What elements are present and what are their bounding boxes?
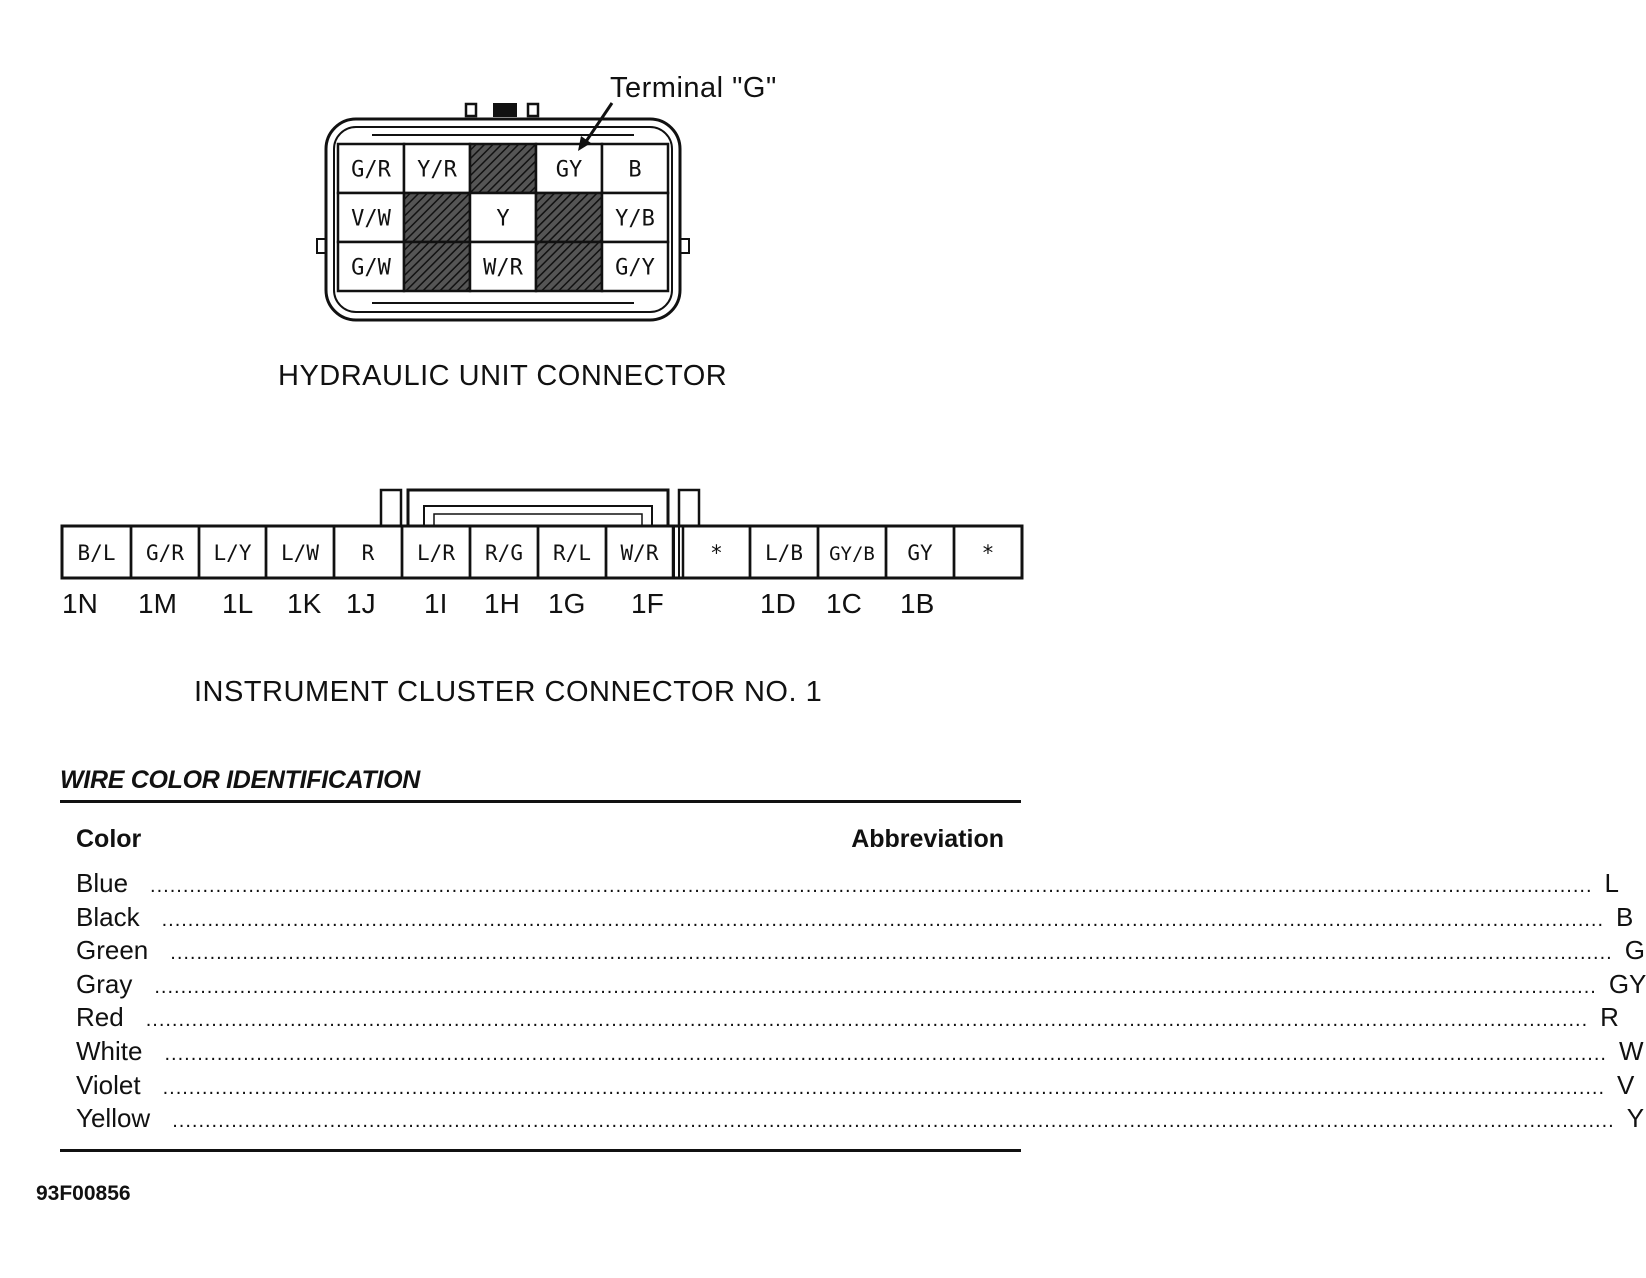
hu-terminal-label: Y/R <box>417 157 457 183</box>
hu-terminal-label: Y <box>496 206 510 232</box>
dot-leader: ............................................................................................................................................................................................................................ <box>164 1042 1607 1065</box>
hydraulic-unit-terminal-grid <box>338 144 668 291</box>
hu-blank-cavity <box>536 242 602 291</box>
pin-number-label: 1G <box>548 588 586 619</box>
ic-pin-label: GY <box>907 541 933 565</box>
pin-number-label: 1B <box>900 588 935 619</box>
hu-terminal-label: G/Y <box>615 255 655 281</box>
instrument-cluster-title: INSTRUMENT CLUSTER CONNECTOR NO. 1 <box>194 676 823 708</box>
pin-number-label: 1I <box>424 588 448 619</box>
pin-number-label: 1F <box>631 588 664 619</box>
dot-leader: ............................................................................................................................................................................................................................ <box>145 1009 1589 1032</box>
pin-number-label: 1H <box>484 588 520 619</box>
wire-color-abbreviation: Y <box>1626 1103 1645 1134</box>
dot-leader: ............................................................................................................................................................................................................................ <box>170 942 1613 965</box>
wire-color-name: Gray <box>76 968 133 999</box>
ic-pin-label: R/G <box>485 541 523 565</box>
ic-pin-label: L/Y <box>213 541 252 565</box>
dot-leader: ............................................................................................................................................................................................................................ <box>161 908 1605 931</box>
wire-color-name: Red <box>76 1002 124 1033</box>
wire-color-row <box>76 968 1646 1002</box>
ic-pin-label: W/R <box>620 541 659 565</box>
table-header <box>76 825 1004 867</box>
instrument-cluster-connector <box>62 490 1022 578</box>
hu-terminal-label: Y/B <box>615 206 655 232</box>
pin-number-label: 1J <box>346 588 376 619</box>
hu-terminal-label: G/R <box>351 157 391 183</box>
ic-pin-label: * <box>981 541 995 565</box>
hu-terminal-label: W/R <box>483 255 523 281</box>
wire-color-row <box>76 1102 1645 1136</box>
dot-leader: ............................................................................................................................................................................................................................ <box>172 1110 1615 1133</box>
hu-terminal-label: G/W <box>351 255 391 281</box>
hydraulic-unit-title: HYDRAULIC UNIT CONNECTOR <box>278 360 728 392</box>
wire-color-abbreviation: GY <box>1608 968 1646 999</box>
wire-color-name: Violet <box>76 1069 141 1100</box>
abbreviation-column-header: Abbreviation <box>851 825 1004 853</box>
bottom-rule <box>60 1149 1021 1152</box>
wire-color-row <box>76 1069 1635 1103</box>
wire-color-name: Green <box>76 935 149 966</box>
pin-number-label: 1C <box>826 588 862 619</box>
wire-color-name: Yellow <box>76 1103 151 1134</box>
dot-leader: ............................................................................................................................................................................................................................ <box>154 975 1597 998</box>
instrument-cluster-pins <box>62 526 1022 578</box>
wire-color-abbreviation: R <box>1600 1002 1619 1033</box>
pin-number-label: 1M <box>138 588 177 619</box>
wire-color-abbreviation: L <box>1604 868 1619 898</box>
ic-pin-label: B/L <box>77 541 116 565</box>
dot-leader: ............................................................................................................................................................................................................................ <box>150 875 1593 897</box>
wire-color-abbreviation: V <box>1617 1069 1635 1100</box>
ic-pin-label: L/R <box>417 541 455 565</box>
wire-color-name: White <box>76 1035 143 1066</box>
ic-pin-label: L/W <box>281 541 319 565</box>
hu-terminal-label: V/W <box>351 206 391 232</box>
wire-color-row <box>76 1001 1619 1035</box>
wire-color-abbreviation: G <box>1624 935 1645 966</box>
hu-blank-cavity <box>536 193 602 242</box>
hu-blank-cavity <box>470 144 536 193</box>
dot-leader: ............................................................................................................................................................................................................................ <box>162 1076 1606 1099</box>
hu-blank-cavity <box>404 242 470 291</box>
pin-number-label: 1N <box>62 588 98 619</box>
wire-color-name: Black <box>76 901 140 932</box>
ic-pin-label: R/L <box>553 541 591 565</box>
wire-color-row <box>76 901 1634 935</box>
wire-color-row <box>76 934 1645 968</box>
wire-color-title: WIRE COLOR IDENTIFICATION <box>60 766 421 794</box>
color-column-header: Color <box>76 825 142 853</box>
wire-color-abbreviation: W <box>1618 1035 1644 1066</box>
figure-id: 93F00856 <box>36 1182 131 1205</box>
terminal-g-callout: Terminal "G" <box>610 72 777 104</box>
hu-blank-cavity <box>404 193 470 242</box>
wire-color-row <box>76 867 1619 901</box>
hu-terminal-label: GY <box>555 157 583 183</box>
ic-pin-label: GY/B <box>829 543 875 565</box>
wire-color-row <box>76 1035 1644 1069</box>
wire-color-abbreviation: B <box>1616 901 1634 932</box>
wire-color-name: Blue <box>76 868 129 898</box>
wire-color-table <box>76 825 1646 1136</box>
hu-terminal-label: B <box>628 157 642 183</box>
ic-pin-label: R <box>361 541 375 565</box>
ic-pin-label: L/B <box>765 541 803 565</box>
pin-number-label: 1L <box>222 588 254 619</box>
ic-pin-label: * <box>710 541 723 565</box>
pin-number-label: 1K <box>287 588 322 619</box>
title-rule <box>60 800 1021 803</box>
ic-pin-label: G/R <box>146 541 184 565</box>
pin-number-label: 1D <box>760 588 796 619</box>
